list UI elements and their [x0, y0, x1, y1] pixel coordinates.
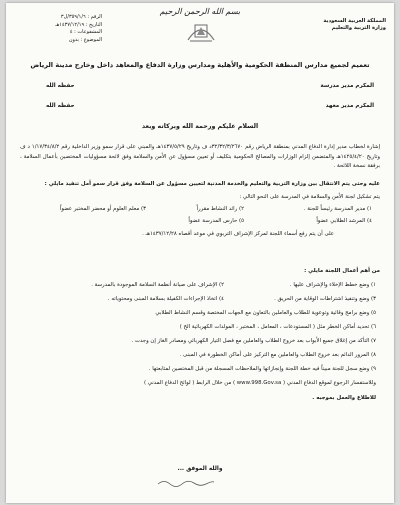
addressee-wish: حفظه الله [46, 83, 75, 89]
request-line: عليه وحتى يتم الانتقال بين وزارة التربية والتعليم والخدمة المدنية لتعيين مسؤول عن السلامة وفق قرار سمو أمل تنفيذ مايلي : [44, 181, 380, 187]
attachments: المشفوعات : ٤ [69, 29, 102, 35]
task-item: ٢) الإشراف على صيانة أنظمة السلامة الموجودة بالمدرسة . [91, 282, 224, 288]
task-item: ٨) المرور الدائم بعد خروج الطلاب والعاملين مع التركيز على أماكن الخطورة في المبنى . [179, 352, 376, 358]
letterhead-right [298, 18, 386, 32]
letterhead [6, 3, 394, 55]
committee-member: ١) مدير المدرسة رئيساً للجنة . [303, 206, 372, 212]
names-note: على أن يتم رفع أسماء اللجنة لمركز الإشراف التربوي في موعد أقصاه ١٤٣٧/١٢/٢٨هـ . [142, 231, 334, 237]
ministry-logo-icon [182, 16, 220, 44]
inquiry-note: وللاستفسار الرجوع لموقع الدفاع المدني ( www.998.Gov.sa ) من خلال الرابط ( لوائح الدفاع المدني ) [143, 380, 376, 386]
letterhead-left [14, 14, 102, 44]
committee-member: ٥) حارس المدرسة عضواً [188, 218, 244, 224]
addressee: المكرم مدير مدرسة [320, 83, 374, 89]
committee-member: ٢) رائد النشاط مقرراً [196, 206, 244, 212]
addressee-wish: حفظه الله [46, 103, 75, 109]
tasks-title: من أهم أعمال اللجنة مايلي : [304, 268, 380, 274]
intro-paragraph: إشارة لخطاب مدير إدارة الدفاع المدني بمنطقة الرياض رقم ٣٢/٣٢/٣/٢٦٧٠د ف وتاريخ ١٤٣٧/٥/٢٩هـ والمبني على قرار سمو وزير الداخلية رقم ١/١٧/٣٤/٨/٢ د ف وتاريخ ١٤٢٥/٤/٢٠هـ والمتضمن إلزام الوزارات والمصالح الحكومية بتكليف أو تعيين مسؤول عن الأمن والسلامة وفق لائحة مسؤوليات المختصين بأعمال السلامة ، برفقة نسخة اللائحة . [20, 144, 381, 169]
reference-date: التاريخ : ١٤٣٧/١٢/١٩هـ [55, 21, 102, 28]
task-item: ٤) اتخاذ الإجراءات الكفيلة بسلامة المبنى ومحتوياته . [107, 296, 224, 302]
task-item: ٧) التأكد من إغلاق جميع الأبواب بعد خروج الطلاب والعاملين مع فصل التيار الكهربائي ومصادر الغاز إن وجدت . [131, 338, 376, 344]
signature-icon [156, 478, 216, 488]
task-item: ٦) تحديد أماكن الخطر مثل ( المستودعات ، المعامل ، المختبر ، المولدات الكهربائية الخ ) [179, 324, 376, 330]
circular-title: تعميم لجميع مدارس المنطقة الحكومية والأهلية ومدارس وزارة الدفاع والمعاهد داخل وخارج مدينة الرياض [30, 61, 370, 69]
task-item: ٩) وضع سجل للجنة مبيناً فيه خطة اللجنة وإنجازاتها والملاحظات المسجلة من قبل المختصين لمتابعتها . [148, 366, 376, 372]
letterhead-right-line: وزارة التربية والتعليم [331, 25, 386, 31]
closing-blessing: والله الموفق ... [177, 466, 223, 472]
task-item: ٥) وضع برامج وقائية وتوعوية للطلاب والعاملين بالتعاون مع الجهات المختصة وقسم النشاط الطلابي [155, 310, 376, 316]
committee-member: ٣) معلم العلوم أو محضر المختبر عضواً [59, 206, 146, 212]
letter-page [6, 3, 394, 503]
task-item: ٣) وضع وتنفيذ اشتراطات الوقاية من الحريق . [274, 296, 376, 302]
committee-member: ٤) المرشد الطلابي عضواً [316, 218, 372, 224]
addressee: المكرم مدير معهد [325, 103, 374, 109]
basmala: بسم الله الرحمن الرحيم [159, 7, 241, 16]
task-item: ١) وضع خطط الإخلاء والإشراف عليها . [289, 282, 376, 288]
closing-instruction: للاطلاع والعمل بموجبه . [312, 395, 376, 401]
letterhead-right-line: المملكة العربية السعودية [323, 18, 386, 24]
subject: الموضوع : بدون [68, 36, 102, 43]
committee-intro: يتم تشكيل لجنة الأمن والسلامة في المدرسة على النحو التالي : [239, 194, 380, 200]
reference-number: الرقم : ٣٥٩/١/٦/ل٣ [60, 14, 102, 20]
salutation: السلام عليكم ورحمة الله وبركاته وبعد [141, 123, 259, 130]
